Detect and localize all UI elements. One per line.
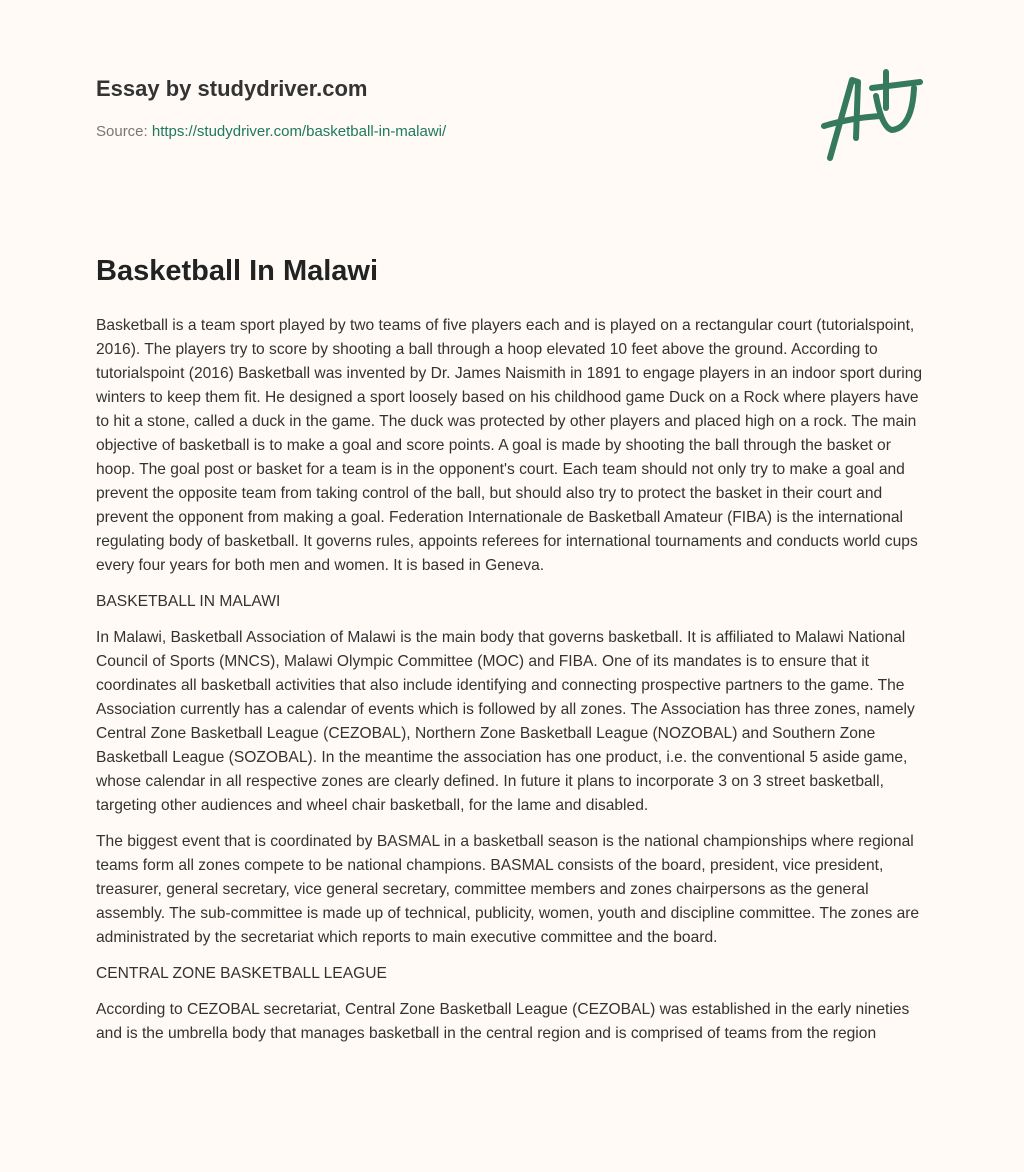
a-plus-logo-icon [820,68,930,164]
paragraph: The biggest event that is coordinated by BASMAL in a basketball season is the national championships where regional teams form all zones compete to be national champions. BASMAL consists of the board, president, vice president, treasurer, general secretary, vice general secretary, committee members and zones chairpersons as the general assembly. The sub-committee is made up of technical, publicity, women, youth and discipline committee. The zones are administrated by the secretariat which reports to main executive committee and the board. [96,833,920,946]
essay-title: Basketball In Malawi [96,255,379,287]
source-label: Source: [96,123,148,140]
source-line [96,123,446,140]
paragraph: Basketball is a team sport played by two teams of five players each and is played on a rectangular court (tutorialspoint, 2016). The players try to score by shooting a ball through a hoop elevated 10 feet above the ground. According to tutorialspoint (2016) Basketball was invented by Dr. James Naismith in 1891 to engage players in an indoor sport during winters to keep them fit. He designed a sport loosely based on his childhood game Duck on a Rock where players have to hit a stone, called a duck in the game. The duck was protected by other players and placed high on a rock. The main objective of basketball is to make a goal and score points. A goal is made by shooting the ball through the basket or hoop. The goal post or basket for a team is in the opponent's court. Each team should not only try to make a goal and prevent the opposite team from taking control of the ball, but should also try to protect the basket in their court and prevent the opponent from making a goal. Federation Internationale de Basketball Amateur (FIBA) is the international regulating body of basketball. It governs rules, appoints referees for international tournaments and conducts world cups every four years for both men and women. It is based in Geneva. [96,317,923,574]
paragraph: In Malawi, Basketball Association of Malawi is the main body that governs basketball. It is affiliated to Malawi National Council of Sports (MNCS), Malawi Olympic Committee (MOC) and FIBA. One of its mandates is to ensure that it coordinates all basketball activities that also include identifying and connecting prospective partners to the game. The Association currently has a calendar of events which is followed by all zones. The Association has three zones, namely Central Zone Basketball League (CEZOBAL), Northern Zone Basketball League (NOZOBAL) and Southern Zone Basketball League (SOZOBAL). In the meantime the association has one product, i.e. the conventional 5 aside game, whose calendar in all respective zones are clearly defined. In future it plans to incorporate 3 on 3 street basketball, targeting other audiences and wheel chair basketball, for the lame and disabled. [96,629,915,814]
source-link[interactable]: https://studydriver.com/basketball-in-malawi/ [151,123,447,140]
section-heading: CENTRAL ZONE BASKETBALL LEAGUE [96,965,387,982]
essay-body [96,314,932,1058]
paragraph: According to CEZOBAL secretariat, Central Zone Basketball League (CEZOBAL) was established in the early nineties and is the umbrella body that manages basketball in the central region and is comprised of teams from the region [96,1001,910,1042]
site-header-title: Essay by studydriver.com [96,76,368,101]
section-heading: BASKETBALL IN MALAWI [96,593,281,610]
